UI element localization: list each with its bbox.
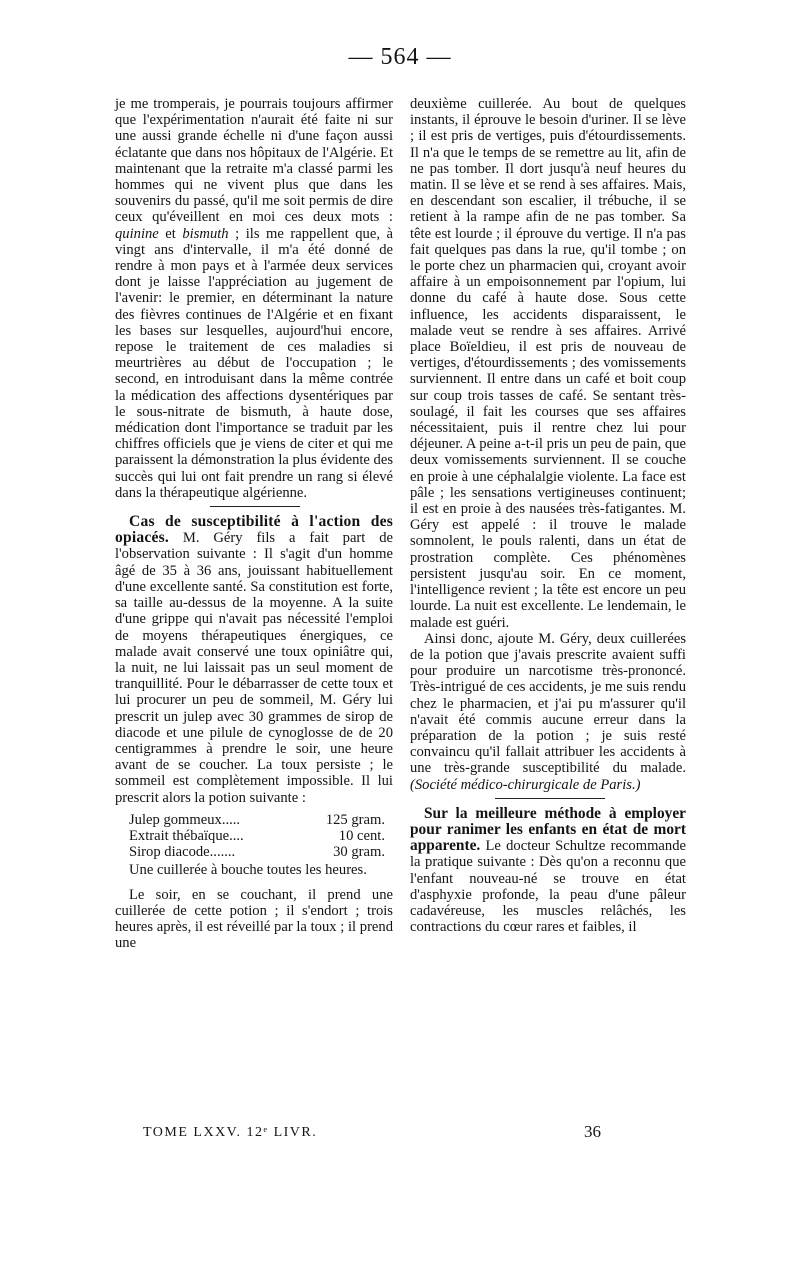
formula-ingredient: Julep gommeux..... [129, 811, 241, 828]
paragraph-text: Le docteur Schultze recommande la pratique suivante : Dès qu'on a reconnu que l'enfant nouveau-né se trouve en état d'asphyxie profonde, la peau d'une pâleur cadavéreuse, les muscles relâchés, les contractions du cœur rares et faibles, il [410, 838, 686, 936]
formula-row [115, 812, 393, 828]
formula-quantity: 30 gram. [333, 844, 385, 861]
paragraph-resuscitation [410, 806, 686, 936]
formula-quantity: 125 gram. [325, 811, 385, 828]
volume-line: TOME LXXV. 12ᵉ LIVR. [143, 1125, 318, 1140]
paragraph-text: ; ils me rappellent que, à vingt ans d'intervalle, il m'a été donné de rendre à mon pays et à l'armée deux services dont je laisse l'appréciation au jugement de l'avenir: le premier, en déterminant la nature des fièvres continues de l'Algérie et en fixant les bases sur lesquelles, aujourd'hui encore, repose le traitement de ces maladies si meurtrières au début de l'occupation ; le second, en introduisant dans la même contrée la médication des affections dysentériques par le sous-nitrate de bismuth, à haute dose, médication dont l'importance se traduit par les chiffres officiels que je viens de citer et qui me paraissent la démonstration la plus évidente des succès qui lui ont fait prendre un rang si élevé dans la thérapeutique algérienne. [115, 225, 394, 501]
section-title-opiates: Cas de susceptibilité à l'action des opiacés. [115, 513, 393, 547]
right-column [410, 96, 686, 935]
paragraph-text: je me tromperais, je pourrais toujours affirmer que l'expérimentation n'aurait été faite ni sur une aussi grande échelle ni d'une façon aussi éclatante que dans nos hôpitaux de l'Algérie. Et maintenant que la retraite m'a classé parmi les hommes qui ne vivent plus que dans les souvenirs du passé, qu'il me soit permis de dire ceux qu'éveillent en moi ces deux mots : [115, 96, 393, 226]
formula-ingredient: Extrait thébaïque.... [129, 827, 244, 844]
paragraph-case-continued: deuxième cuillerée. Au bout de quelques instants, il éprouve le besoin d'uriner. Il se lève ; il est pris de vertiges, puis d'étourdissements. Il n'a que le temps de se remettre au lit, afin de ne pas tomber. Il dort jusqu'à neuf heures du matin. Il se lève et se rend à ses affaires. Mais, en descendant son escalier, il trébuche, il se retient à la rampe afin de ne pas tomber. Sa tête est lourde ; il éprouve du vertige. Il n'a pas fait quelques pas dans la rue, qu'il tombe ; on le porte chez un pharmacien qui, croyant avoir affaire à un empoisonnement par l'opium, lui donne du café à haute dose. Sous cette influence, les accidents disparaissent, le malade veut se rendre à ses affaires. Arrivé place Boïeldieu, il est pris de nouveau de vertiges, d'étourdissements ; des vomissements surviennent. Il entre dans un café et boit coup sur coup trois tasses de café. Se sentant très-soulagé, il fait les courses que ses affaires nécessitaient, puis il rentre chez lui pour déjeuner. A peine a-t-il pris un peu de pain, que deux vomissements surviennent. Il se couche en proie à une céphalalgie violente. La face est pâle ; les sensations vertigineuses continuent; il est en proie à des nausées très-fatigantes. M. Géry est appelé : il trouve le malade somnolent, le pouls ralenti, dans un état de prostration complète. Ces phénomènes persistent jusqu'au soir. En ce moment, l'intelligence revient ; la tête est encore un peu lourde. La nuit est excellente. Le lendemain, le malade est guéri. [410, 96, 686, 631]
italic-term-quinine: quinine [115, 225, 159, 242]
formula-row [115, 844, 393, 860]
paragraph-dose: Une cuillerée à bouche toutes les heures. [129, 862, 367, 879]
prescription-formula [115, 812, 393, 861]
formula-row [115, 828, 393, 844]
section-divider [210, 506, 300, 507]
page-number: — 564 — [348, 44, 452, 70]
section-title-resuscitation: Sur la meilleure méthode à employer pour ranimer les enfants en état de mort apparente. [410, 804, 686, 855]
paragraph-text: M. Géry fils a fait part de l'observation suivante : Il s'agit d'un homme âgé de 35 à 36 ans, jouissant habituellement d'une excellente santé. Sa constitution est forte, sa taille au-dessus de la moyenne. A la suite d'une grippe qui n'avait pas nécessité l'emploi de moyens thérapeutiques énergiques, ce malade avait conservé une toux opiniâtre qui, la nuit, ne lui laissait pas un seul moment de tranquillité. Pour le débarrasser de cette toux et lui procurer un peu de sommeil, M. Géry lui prescrit un julep avec 30 grammes de sirop de diacode et une pilule de cynoglosse de de 20 centigrammes à prendre le soir, une heure avant de se coucher. La toux persiste ; le sommeil est complètement impossible. Il lui prescrit alors la potion suivante : [115, 530, 393, 806]
paragraph-evening: Le soir, en se couchant, il prend une cuillerée de cette potion ; il s'endort ; trois heures après, il est réveillé par la toux ; il prend une [115, 886, 393, 952]
signature-mark: 36 [584, 1122, 601, 1141]
paragraph-text: Ainsi donc, ajoute M. Géry, deux cuillerées de la potion que j'avais prescrite avaient suffi pour produire un narcotisme très-prononcé. Très-intrigué de ces accidents, je me suis rendu chez le pharmacien, et j'ai pu m'assurer qu'il n'avait été commis aucune erreur dans la préparation de la potion ; je suis resté convaincu qu'il fallait attribuer les accidents à une très-grande susceptibilité du malade. [410, 630, 686, 777]
paragraph-conclusion [410, 631, 686, 793]
italic-term-bismuth: bismuth [182, 225, 229, 242]
paragraph-opiates [115, 514, 393, 806]
left-column [115, 96, 393, 951]
formula-quantity: 10 cent. [338, 827, 385, 844]
paragraph-text: et [158, 225, 183, 242]
source-citation: (Société médico-chirurgicale de Paris.) [410, 776, 641, 793]
section-divider [495, 798, 605, 799]
formula-ingredient: Sirop diacode....... [129, 844, 236, 861]
paragraph-retirement [115, 96, 393, 501]
